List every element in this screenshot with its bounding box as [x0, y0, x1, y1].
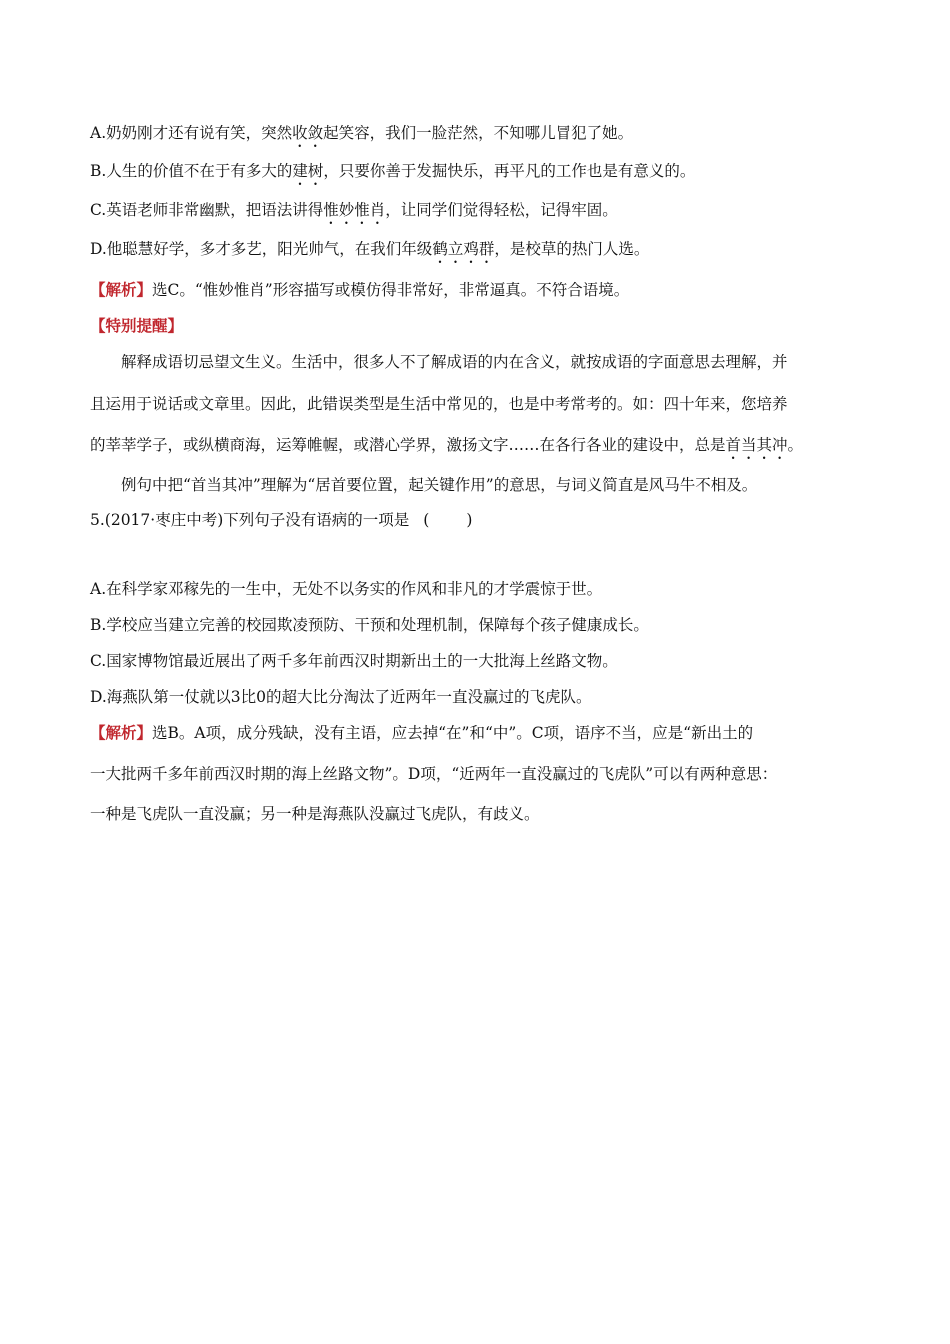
q5-analysis-line-3: 一种是飞虎队一直没赢；另一种是海燕队没赢过飞虎队，有歧义。 — [90, 805, 540, 823]
q4-option-b: B.人生的价值不在于有多大的建树，只要你善于发掘快乐，再平凡的工作也是有意义的。 — [90, 162, 696, 180]
emphasized-word: 收敛 — [292, 124, 324, 142]
analysis-tag: 【解析】 — [90, 280, 153, 299]
emphasized-word: 惟妙惟肖 — [323, 201, 386, 219]
emphasized-word: 鹤立鸡群 — [432, 240, 495, 258]
tip-line-4: 例句中把“首当其冲”理解为“居首要位置，起关键作用”的意思，与词义简直是风马牛不相及。 — [121, 476, 758, 494]
tip-heading — [90, 315, 870, 337]
q5-option-c: C.国家博物馆最近展出了两千多年前西汉时期新出土的一大批海上丝路文物。 — [90, 652, 618, 670]
q5-analysis-line-1: 【解析】选B。A项，成分残缺，没有主语，应去掉“在”和“中”。C项，语序不当，应是“新出土的 — [90, 723, 754, 742]
tip-line-1: 解释成语切忌望文生义。生活中，很多人不了解成语的内在含义，就按成语的字面意思去理解，并 — [121, 353, 788, 371]
q5-option-d: D.海燕队第一仗就以3比0的超大比分淘汰了近两年一直没赢过的飞虎队。 — [90, 688, 592, 706]
q5-stem: 5.(2017·枣庄中考)下列句子没有语病的一项是 ( ) — [90, 511, 475, 529]
tip-line-3: 的莘莘学子，或纵横商海，运筹帷幄，或潜心学界，激扬文字……在各行各业的建设中，总是首当其冲。 — [90, 436, 804, 454]
tip-tag: 【特别提醒】 — [90, 316, 184, 335]
analysis-tag: 【解析】 — [90, 723, 153, 742]
q4-analysis: 【解析】选C。“惟妙惟肖”形容描写或模仿得非常好，非常逼真。不符合语境。 — [90, 280, 630, 299]
q5-option-a: A.在科学家邓稼先的一生中，无处不以务实的作风和非凡的才学震惊于世。 — [90, 580, 603, 598]
q4-option-c: C.英语老师非常幽默，把语法讲得惟妙惟肖，让同学们觉得轻松，记得牢固。 — [90, 201, 618, 219]
emphasized-word: 建树 — [292, 162, 324, 180]
emphasized-word: 首当其冲 — [725, 436, 788, 454]
q5-option-b: B.学校应当建立完善的校园欺凌预防、干预和处理机制，保障每个孩子健康成长。 — [90, 616, 649, 634]
q5-analysis-line-2: 一大批两千多年前西汉时期的海上丝路文物”。D项，“近两年一直没赢过的飞虎队”可以有两种意思： — [90, 765, 778, 783]
tip-line-2: 且运用于说话或文章里。因此，此错误类型是生活中常见的，也是中考常考的。如：四十年来，您培养 — [90, 395, 788, 413]
q4-option-a: A.奶奶刚才还有说有笑，突然收敛起笑容，我们一脸茫然，不知哪儿冒犯了她。 — [90, 124, 634, 142]
answer-blank: ( ) — [423, 511, 475, 529]
q4-option-d: D.他聪慧好学，多才多艺，阳光帅气，在我们年级鹤立鸡群，是校草的热门人选。 — [90, 240, 650, 258]
